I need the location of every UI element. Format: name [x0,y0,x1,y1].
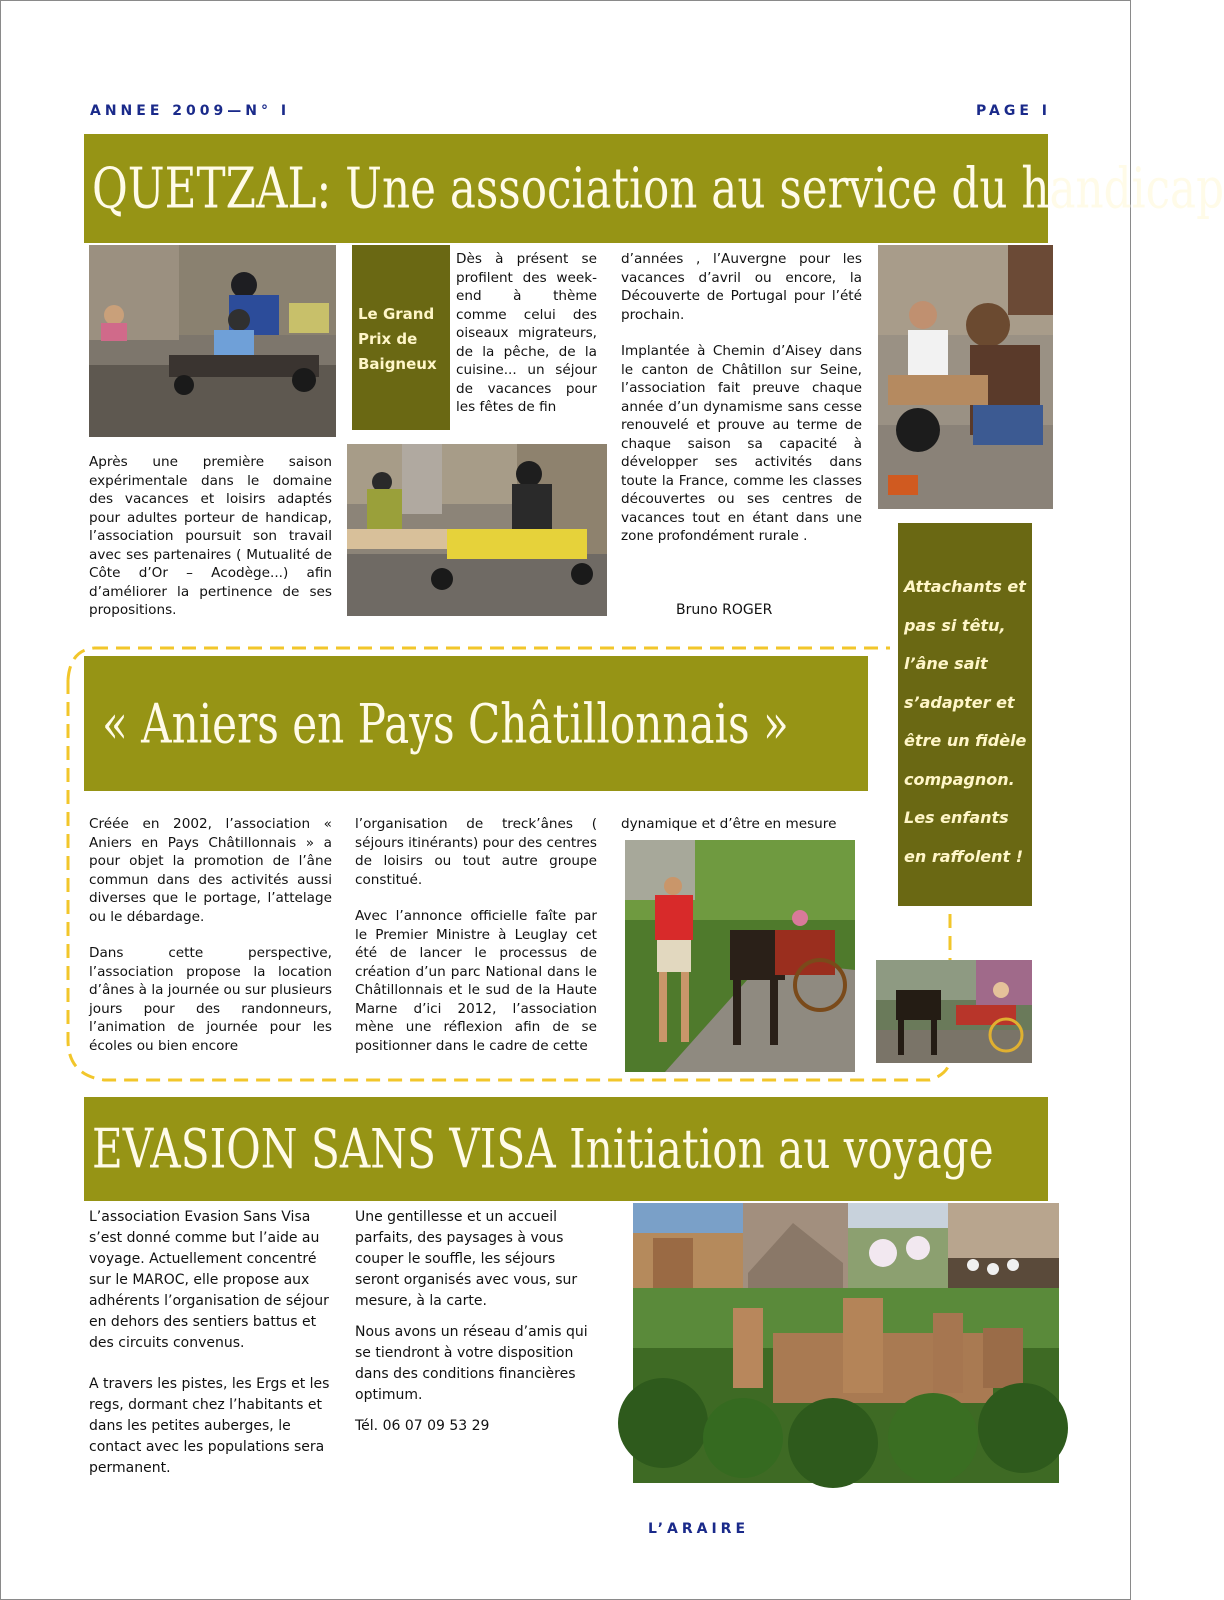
article2-col3-text: dynamique et d’être en mesure [621,816,837,832]
grand-prix-sidebar-text: Le Grand Prix de Baigneux [358,305,437,373]
donkey-cart-photo-2 [876,960,1032,1063]
article3-col2 [355,1207,595,1447]
article3-col2-para2: Nous avons un réseau d’amis qui se tiendront à votre disposition dans des conditions financières optimum. [355,1324,588,1403]
morocco-photo-collage [633,1203,1059,1483]
donkey-cart-photo-1 [625,840,855,1072]
article1-title-banner [84,134,1224,243]
page-number: PAGE I [976,103,1051,119]
article2-col1 [89,815,332,1073]
article3-title: EVASION SANS VISA Initiation au voyage [92,1117,994,1181]
grand-prix-sidebar [352,245,450,430]
article1-col2-text: Dès à présent se profilent des week-end à thème comme celui des oiseaux migrateurs, de la pêche, de la cuisine... un séjour de vacances pour les fêtes de fin [456,251,597,415]
article2-title-banner [84,656,868,791]
article3-col1 [89,1207,334,1489]
cart-repair-photo [878,245,1053,509]
pullquote-text: Attachants et pas si têtu, l’âne sait s’adapter et être un fidèle compagnon. Les enfants en raffolent ! [904,577,1027,866]
article3-col2-para1: Une gentillesse et un accueil parfaits, des paysages à vous couper le souffle, les séjours seront organisés avec vous, sur mesure, à la carte. [355,1209,578,1309]
article3-phone: Tél. 06 07 09 53 29 [355,1418,490,1434]
article1-col3-para1: d’années , l’Auvergne pour les vacances d’avril ou encore, la Découverte de Portugal pour l’été prochain. [621,251,862,323]
article3-col1-para1: L’association Evasion Sans Visa s’est donné comme but l’aide au voyage. Actuellement concentré sur le MAROC, elle propose aux adhérents l’organisation de séjour en dehors des sentiers battus et des circuits convenus. [89,1209,329,1351]
article2-col2 [355,815,597,1073]
article2-col2-para1: l’organisation de treck’ânes ( séjours itinérants) pour des centres de loisirs ou tout autre groupe constitué. [355,816,597,888]
gokart-photo-2 [347,444,607,616]
article2-col1-para2: Dans cette perspective, l’association propose la location d’ânes à la journée ou sur plusieurs jours pour des randonneurs, l’animation de journée pour les écoles ou bien encore [89,945,332,1054]
article2-col2-para2: Avec l’annonce officielle faîte par le Premier Ministre à Leuglay cet été de lancer le processus de création d’un parc National dans le Châtillonnais et le sud de la Haute Marne d’ici 2012, l’association mène une réflexion afin de se positionner dans le cadre de cette [355,908,597,1054]
article1-col2 [456,250,597,435]
article1-author: Bruno ROGER [676,602,773,618]
issue-label: ANNEE 2009—N° I [90,103,291,119]
article1-title: QUETZAL: Une association au service du handicap [92,156,1224,221]
article1-col3 [621,250,862,564]
publication-name: L’ARAIRE [648,1521,750,1537]
gokart-photo-1 [89,245,336,437]
article1-col1 [89,453,332,638]
article2-col1-para1: Créée en 2002, l’association « Aniers en Pays Châtillonnais » a pour objet la promotion de l’âne commun dans des activités aussi diverses que le portage, l’attelage ou le débardage. [89,816,332,925]
article1-col1-text: Après une première saison expérimentale dans le domaine des vacances et loisirs adaptés pour adultes porteur de handicap, l’association poursuit son travail avec ses partenaires ( Mutualité de Côte d’Or – Acodège...) afin d’améliorer la pertinence de ses propositions. [89,454,332,618]
article3-title-banner [84,1097,1048,1201]
article1-col3-para2: Implantée à Chemin d’Aisey dans le canton de Châtillon sur Seine, l’association fait preuve chaque année d’un dynamisme sans cesse renouvelé et prouve au terme de chaque saison sa capacité à développer ses activités dans toute la France, comme les classes découvertes ou ses centres de vacances tout en étant dans une zone profondément rurale . [621,343,862,544]
article3-col1-para2: A travers les pistes, les Ergs et les regs, dormant chez l’habitants et dans les petites auberges, le contact avec les populations sera permanent. [89,1376,330,1476]
article2-title: « Aniers en Pays Châtillonnais » [102,692,789,755]
